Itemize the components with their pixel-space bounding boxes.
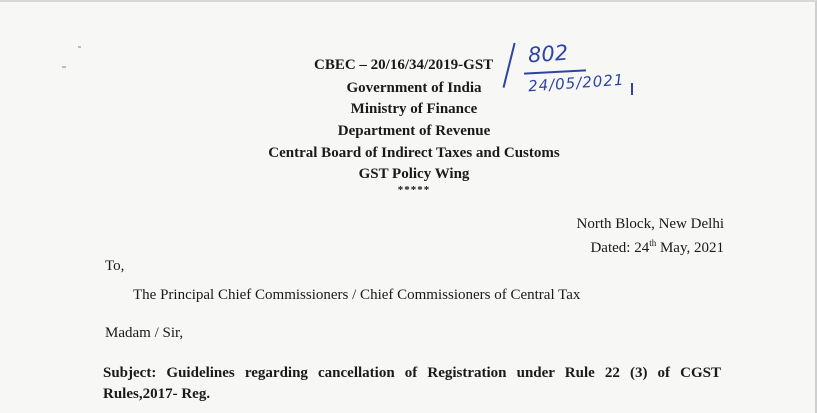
handwritten-number: 802 xyxy=(527,40,569,68)
header-line-government: Government of India xyxy=(346,80,482,96)
to-label: To, xyxy=(105,258,125,274)
place: North Block, New Delhi xyxy=(576,216,724,232)
dated-month-year: May, 2021 xyxy=(656,240,724,256)
scan-mark xyxy=(62,66,66,68)
dated-suffix-ordinal: th xyxy=(649,238,657,248)
header-line-ministry: Ministry of Finance xyxy=(350,101,478,117)
dated xyxy=(590,238,724,257)
handwritten-tick xyxy=(631,83,633,95)
header-line-wing: GST Policy Wing xyxy=(358,166,470,182)
header-line-board: Central Board of Indirect Taxes and Customs xyxy=(268,145,560,161)
dated-prefix: Dated: 24 xyxy=(590,240,650,256)
header-separator: ***** xyxy=(397,184,431,196)
reference-number: CBEC – 20/16/34/2019-GST xyxy=(314,57,494,73)
subject: Subject: Guidelines regarding cancellation of Registration under Rule 22 (3) of CGST Rules,2017- Reg. xyxy=(103,365,721,402)
scan-mark xyxy=(78,46,81,48)
handwritten-date: 24/05/2021 xyxy=(527,70,625,96)
addressee: The Principal Chief Commissioners / Chief Commissioners of Central Tax xyxy=(133,287,581,303)
header-line-department: Department of Revenue xyxy=(337,123,491,139)
salutation: Madam / Sir, xyxy=(105,325,184,341)
